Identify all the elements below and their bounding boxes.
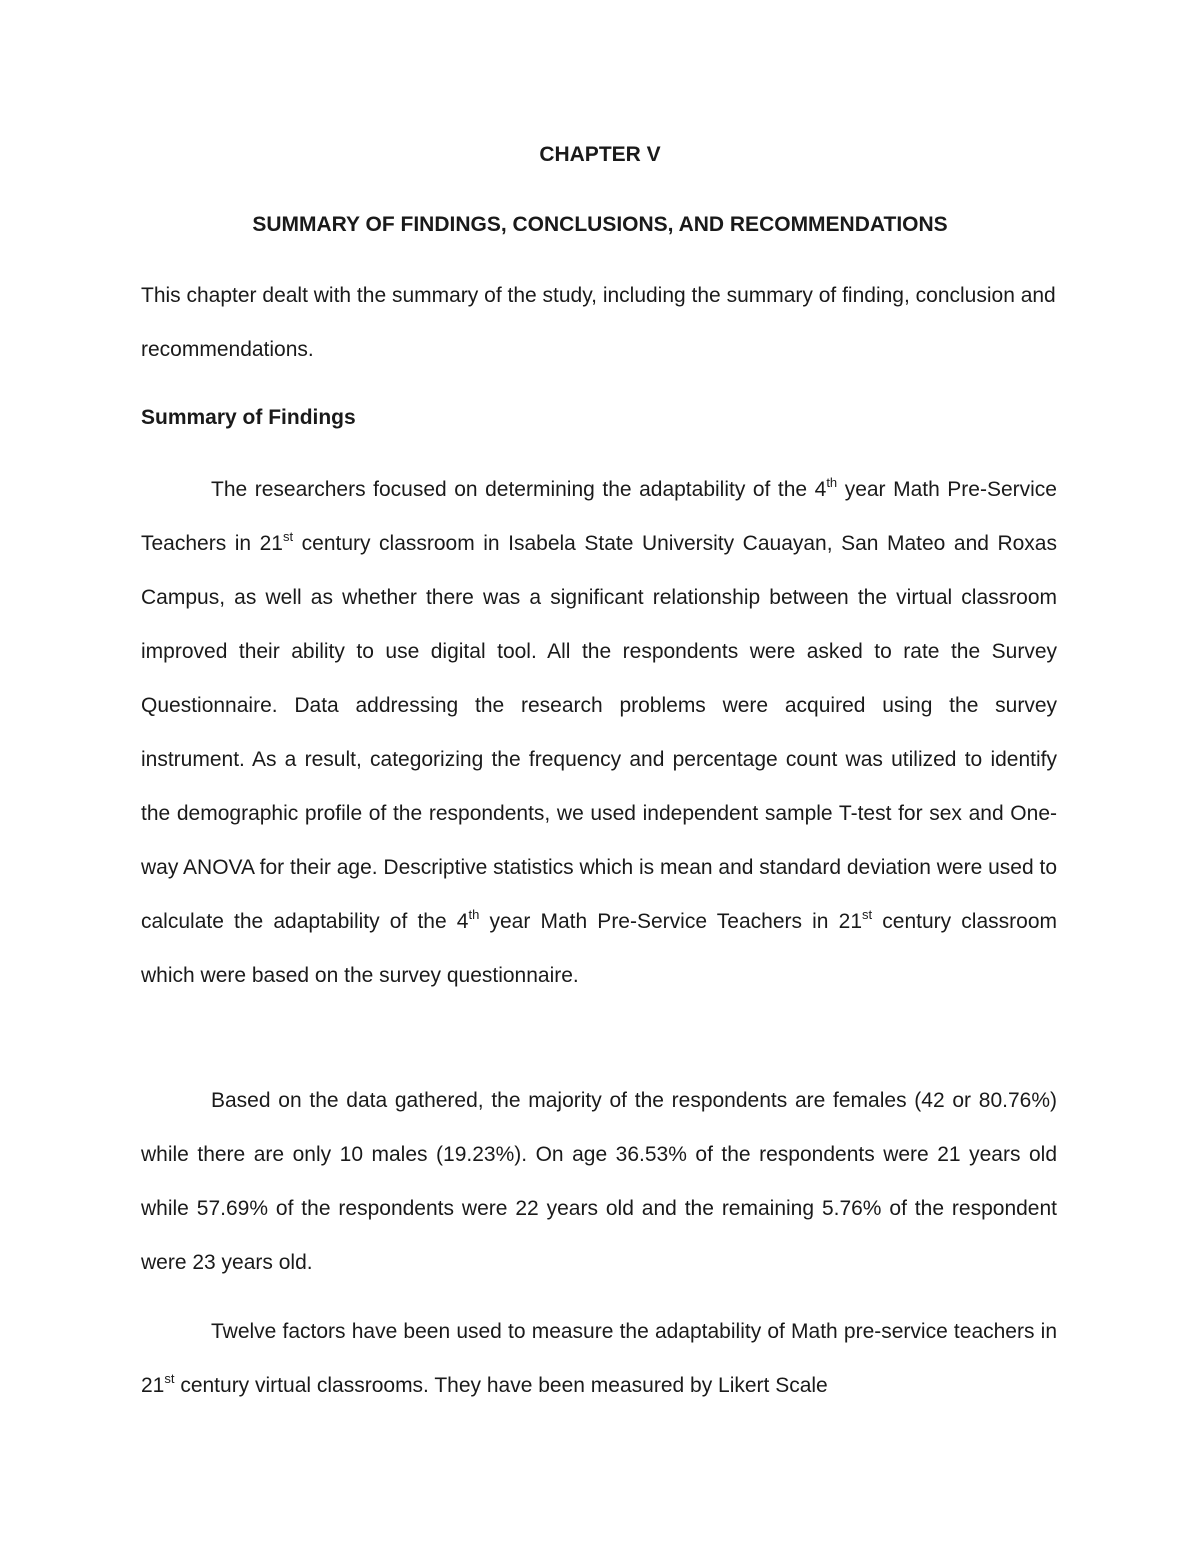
p1-superscript-3: th	[468, 907, 480, 922]
chapter-title: CHAPTER V	[539, 143, 661, 166]
p3-text-b: century virtual classrooms. They have been measured by Likert Scale	[174, 1374, 828, 1397]
p1-text-d: year Math Pre-Service Teachers in 21	[479, 910, 862, 933]
p1-text-e: century classroom which were based on the survey questionnaire.	[141, 910, 1057, 987]
findings-paragraph-2: Based on the data gathered, the majority of the respondents are females (42 or 80.76%) while there are only 10 males (19.23%). On age 36.53% of the respondents were 21 years old while 57.69% of the respondents were 22 years old and the remaining 5.76% of the respondent were 23 years old.	[141, 1089, 1057, 1274]
findings-paragraph-3	[141, 1305, 1057, 1413]
subheading-summary-of-findings: Summary of Findings	[141, 406, 356, 429]
p1-text-c: century classroom in Isabela State University Cauayan, San Mateo and Roxas Campus, as well as whether there was a significant relationship between the virtual classroom improved their ability to use digital tool. All the respondents were asked to rate the Survey Questionnaire. Data addressing the research problems were acquired using the survey instrument. As a result, categorizing the frequency and percentage count was utilized to identify the demographic profile of the respondents, we used independent sample T-test for sex and One-way ANOVA for their age. Descriptive statistics which is mean and standard deviation were used to calculate the adaptability of the 4	[141, 532, 1057, 933]
p1-text-a: The researchers focused on determining the adaptability of the 4	[211, 478, 827, 501]
p1-superscript-2: st	[282, 529, 294, 544]
p1-superscript-4: st	[862, 907, 873, 922]
p3-superscript-1: st	[164, 1371, 175, 1386]
p3-text-a: Twelve factors have been used to measure the adaptability of Math pre-service teachers in 21	[141, 1320, 1057, 1397]
p1-text-b: year Math Pre-Service Teachers in 21	[141, 478, 1057, 555]
intro-paragraph: This chapter dealt with the summary of the study, including the summary of finding, conclusion and recommendations.	[141, 284, 1056, 361]
findings-paragraph-1	[141, 463, 1057, 1003]
p1-superscript-1: th	[826, 475, 838, 490]
section-title: SUMMARY OF FINDINGS, CONCLUSIONS, AND RECOMMENDATIONS	[252, 213, 948, 236]
